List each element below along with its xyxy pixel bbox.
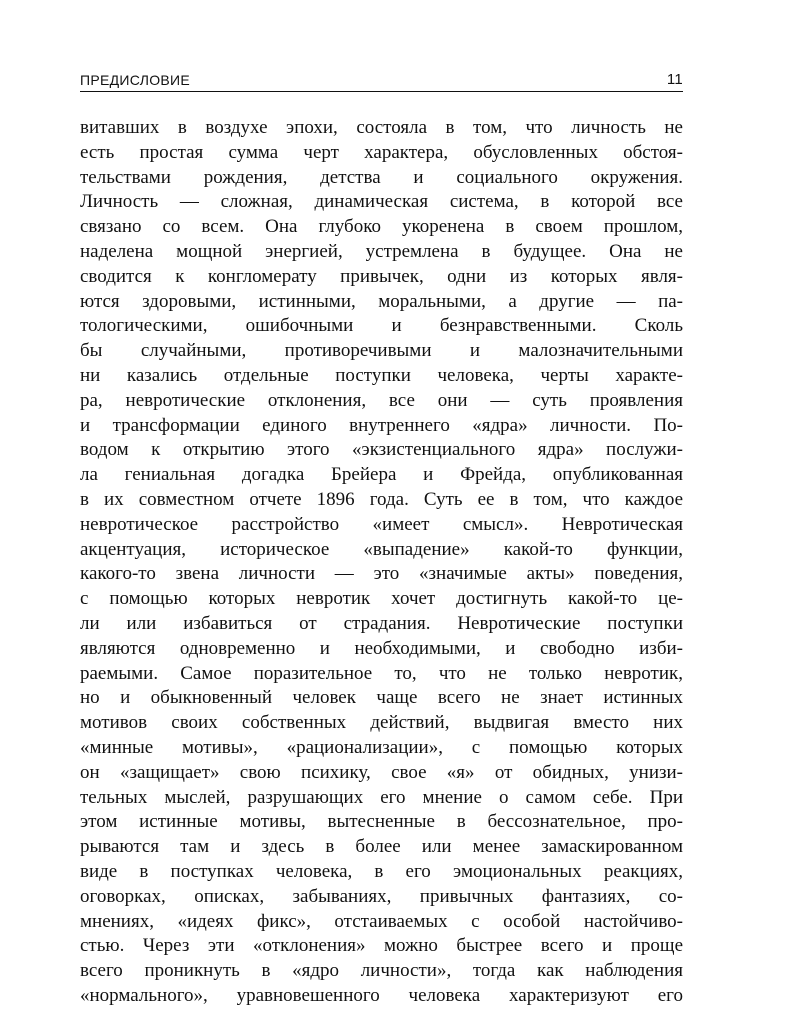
text-line: в их совместном отчете 1896 года. Суть ее в том, что каждое [80, 488, 683, 510]
text-line: оговорках, описках, забываниях, привычных фантазиях, со- [80, 885, 683, 907]
text-line: стью. Через эти «отклонения» можно быстрее всего и проще [80, 935, 683, 957]
text-line: «минные мотивы», «рационализации», с помощью которых [80, 736, 683, 758]
text-line: мотивов своих собственных действий, выдвигая вместо них [80, 712, 683, 734]
text-line: ра, невротические отклонения, все они — суть проявления [80, 389, 683, 411]
text-line: невротическое расстройство «имеет смысл». Невротическая [80, 513, 683, 535]
text-line: Личность — сложная, динамическая система, в которой все [80, 191, 683, 213]
text-line: тельствами рождения, детства и социального окружения. [80, 166, 683, 188]
text-line: но и обыкновенный человек чаще всего не знает истинных [80, 687, 683, 709]
book-page [80, 64, 683, 1009]
body-text [80, 116, 683, 1009]
text-line: тологическими, ошибочными и безнравственными. Сколь [80, 315, 683, 337]
page-number: 11 [666, 71, 683, 88]
text-line: всего проникнуть в «ядро личности», тогда как наблюдения [80, 960, 683, 982]
text-line: ни казались отдельные поступки человека, черты характе- [80, 364, 683, 386]
text-line: ются здоровыми, истинными, моральными, а другие — па- [80, 290, 683, 312]
text-line: с помощью которых невротик хочет достигнуть какой-то це- [80, 588, 683, 610]
text-line: раемыми. Самое поразительное то, что не только невротик, [80, 662, 683, 684]
text-line: ла гениальная догадка Брейера и Фрейда, опубликованная [80, 464, 683, 486]
text-line: мнениях, «идеях фикс», отстаиваемых с особой настойчиво- [80, 910, 683, 932]
text-line: являются одновременно и необходимыми, и свободно изби- [80, 637, 683, 659]
text-line: тельных мыслей, разрушающих его мнение о самом себе. При [80, 786, 683, 808]
running-header [80, 64, 683, 92]
text-line: витавших в воздухе эпохи, состояла в том, что личность не [80, 117, 683, 138]
text-line: рываются там и здесь в более или менее замаскированном [80, 836, 683, 858]
text-line: какого-то звена личности — это «значимые акты» поведения, [80, 563, 683, 585]
text-line: водом к открытию этого «экзистенциального ядра» послужи- [80, 439, 683, 461]
text-line: акцентуация, историческое «выпадение» какой-то функции, [80, 538, 683, 560]
chapter-title: ПРЕДИСЛОВИЕ [80, 72, 191, 88]
text-line: есть простая сумма черт характера, обусловленных обстоя- [80, 141, 683, 163]
text-line: связано со всем. Она глубоко укоренена в своем прошлом, [80, 216, 683, 238]
text-line: бы случайными, противоречивыми и малозначительными [80, 340, 683, 362]
text-line: ли или избавиться от страдания. Невротические поступки [80, 612, 683, 634]
text-line: наделена мощной энергией, устремлена в будущее. Она не [80, 240, 683, 262]
text-line: сводится к конгломерату привычек, одни из которых явля- [80, 265, 683, 287]
text-line: виде в поступках человека, в его эмоциональных реакциях, [80, 860, 683, 882]
text-line: этом истинные мотивы, вытесненные в бессознательное, про- [80, 811, 683, 833]
text-line: он «защищает» свою психику, свое «я» от обидных, унизи- [80, 761, 683, 783]
text-line: и трансформации единого внутреннего «ядра» личности. По- [80, 414, 683, 436]
text-line: «нормального», уравновешенного человека характеризуют его [80, 984, 683, 1006]
